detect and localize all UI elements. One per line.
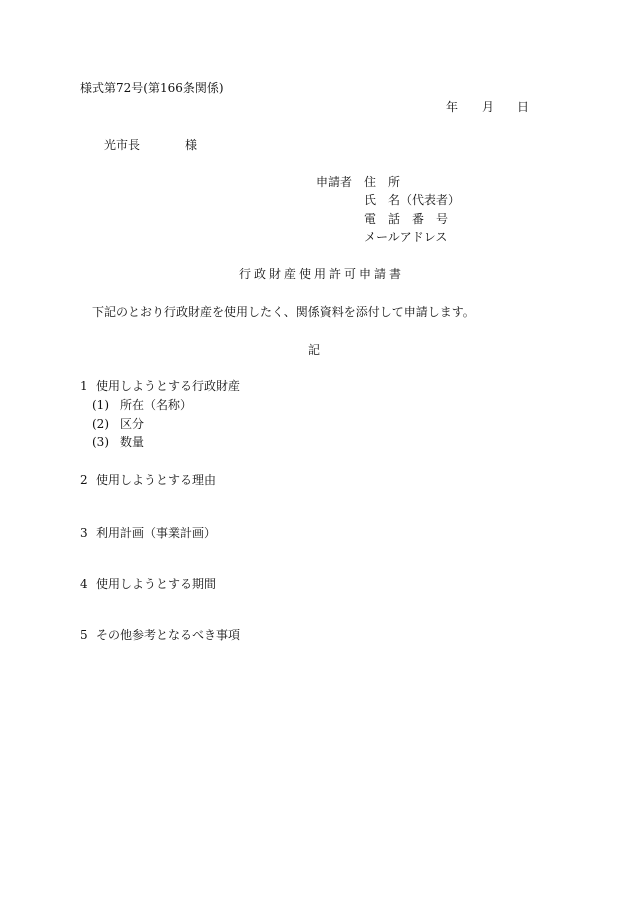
- item-3-number: 3: [80, 526, 88, 540]
- date-year-label: 年: [446, 100, 459, 114]
- item-2-label: 使用しようとする理由: [96, 473, 217, 487]
- applicant-role-label: 申請者: [316, 175, 353, 189]
- item-4-number: 4: [80, 577, 88, 591]
- item-1-label: 使用しようとする行政財産: [96, 379, 241, 393]
- date-day-label: 日: [517, 100, 530, 114]
- item-2-number: 2: [80, 473, 88, 487]
- intro-text: 下記のとおり行政財産を使用したく、関係資料を添付して申請します。: [92, 305, 475, 319]
- subitem-3-number: (3): [92, 435, 109, 449]
- subitem-2-number: (2): [92, 417, 109, 431]
- applicant-email-label: メールアドレス: [364, 230, 448, 244]
- applicant-name-label: 氏 名（代表者）: [364, 193, 461, 207]
- item-4-label: 使用しようとする期間: [96, 577, 217, 591]
- applicant-address-label: 住 所: [364, 175, 401, 189]
- document-title: 行政財産使用許可申請書: [239, 267, 405, 281]
- form-number: 様式第72号(第166条関係): [80, 81, 224, 95]
- item-1-number: 1: [80, 379, 88, 393]
- item-5-number: 5: [80, 628, 88, 642]
- subitem-3-label: 数量: [120, 435, 145, 449]
- item-3-label: 利用計画（事業計画）: [96, 526, 217, 540]
- subitem-2-label: 区分: [120, 417, 145, 431]
- applicant-phone-label: 電 話 番 号: [364, 212, 449, 226]
- addressee-honorific: 様: [185, 138, 198, 152]
- item-5-label: その他参考となるべき事項: [96, 628, 241, 642]
- subitem-1-label: 所在（名称）: [120, 398, 193, 412]
- ki-label: 記: [308, 343, 321, 357]
- subitem-1-number: (1): [92, 398, 109, 412]
- date-month-label: 月: [482, 100, 495, 114]
- addressee-name: 光市長: [104, 138, 141, 152]
